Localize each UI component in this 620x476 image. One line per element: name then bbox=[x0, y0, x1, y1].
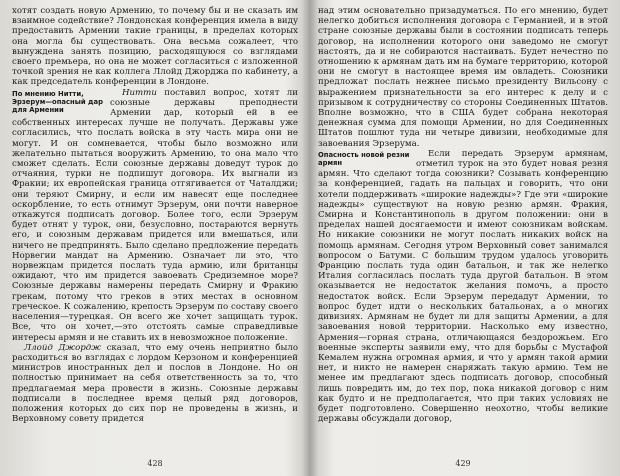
right-paragraph-2: Если передать Эрзерум армянам, отметил турок на это будет новая резня армян. Что сделают тогда союзники? Созывать конференцию за конференцией, гадать на пальцах и говорить, что они хотели поддерживать «широкие надежды»? Где эти «широкие надежды» существуют на новую резню армян. Фракия, Смирна и Константинополь в другом положении: они в пределах нашей досягаемости и имеют союзникам войскам. Но никакие союзники не могут послать никаких войск на помощь армянам. Сегодня утром Верховный совет занимался вопросом о Батуми. С большим трудом удалось уговорить Францию послать туда один батальон, и так же нелегко Италия согласилась послать туда другой батальон. В этом оказывается не недостаток желания помочь, а просто недостаток войск. Если Эрзерум передадут Армении, то вопрос будет идти о нескольких батальонах, а о многих дивизиях. Армянам не будет ли для защиты Армении, а для завоевания новой территории. Насколько ему известно, Армения—горная страна, отличающаяся бездорожьем. Его военные эксперты заявили ему, что для борьбы с Мустафой Кемалем нужна огромная армия, и что у армян такой армии нет, и никто не намерен снаряжать такую армию. Тем не менее им предлагают здесь подписать договор, способный лишь повредить им, до тех пор, пока никакой договор с ним как будто и не предполагается, что при таких условиях не будет подготовлено. Совершенно неохотно, чтобы великие державы обсуждали договор, bbox=[318, 148, 608, 425]
left-paragraph-2-text: поставил вопрос, хотят ли союзные державы преподнести Армении дар, который ей в ее собственных интересах лучше не получать. Державы уже согласились, что послать войска в эту часть мира они не могут. И он сомневается, чтобы было возможно или желательно пытаться вооружить Армению, то она мало что сможет сделать. Если союзные державы доведут турок до отчаяния, турки не подпишут договора. Их выгнали из Фракии; их европейская граница отгягивается от Чаталджи; они теряют Смирну, и если им навесят еще последнее оскорбление, то есть отнимут Эрзерум, они почти наверное откажутся подписать договор. Более того, если Эрзерум будет отнят у турок, они, безусловно, постараются вернуть его, и союзным державам придется или вмешаться, или ничего не предпринять. Было сделано предложение передать Норвегии мандат на Армению. Означает ли это, что норвежцам придется послать туда армию, или британцы ожидают, что им придется завоевать Средиземное море? Союзные державы намерены передать Смирну и Фракию грекам, потому что греков в этих местах в основном греческое. К сожалению, крепость Эрзерум по составу своего населения—турецкая. Он всего же хочет защищать турок. Все, что он хочет,—это отстоять самые справедливые интересы армян и не ставить их в невозможное положение. bbox=[12, 87, 298, 343]
book-gutter bbox=[302, 0, 318, 476]
right-page bbox=[318, 6, 608, 470]
right-paragraph-1: над этим основательно призадуматься. По его мнению, будет нелегко добиться исполнения договора с Германией, и в этой стране союзные державы были в состоянии подписать теперь договор, на исполнении которого они заведомо не смогут настоять, да и не собираются настаивать. Будет нечестно по отношению к армянам дать им на бумаге территорию, которой они не смогут в настоящее время им овладеть. Союзники предложат послать нежнее письмо президенту Вильсону с выражением признательности за его интерес к делу и с призывом к сотрудничеству со стороны Соединенных Штатов. Вполне возможно, что в США будет собрана некоторая денежная сумма для помощи Армении, но для Соединенных Штатов пошлют туда ни четыре дивизии, необходимые для завоевания Эрзерума. bbox=[318, 6, 608, 149]
left-paragraph-2 bbox=[12, 88, 298, 343]
left-page-text bbox=[12, 6, 298, 424]
right-page-text bbox=[318, 6, 608, 424]
speaker-name: Ллойд Джордж bbox=[24, 342, 102, 353]
right-sidenote: Опасность новой резни армян bbox=[318, 150, 410, 167]
speaker-name: Нитти bbox=[122, 87, 157, 98]
right-page-number: 429 bbox=[455, 459, 471, 468]
left-paragraph-3 bbox=[12, 343, 298, 425]
left-paragraph-3-text: сказал, что ему очень неприятно было расходиться во взглядах с лордом Керзоном и конференцией министров иностранных дел и послов в Лондоне. Но он полностью принимает на себя ответственность за то, что предлагаемая мера провести в жизнь. Союзные державы подписали в последнее время целый ряд договоров, положения которых до сих пор не проведены в жизнь, и Верховному совету придется bbox=[12, 342, 298, 425]
left-paragraph-1: хотят создать новую Армению, то почему бы и не сказать им взаимное содействие? Лондонская конференция имела в виду предоставить Армении такие границы, в пределах которых она могла бы существовать. Она весьма сожалеет, что вынуждена занять позицию, расходящуюся со взглядами своего премьера, но она не может согласиться с изложенной точкой зрения не как коллега Ллойд Джорджа по кабинету, а как председатель конференции в Лондоне. bbox=[12, 6, 298, 88]
left-page-number: 428 bbox=[147, 459, 163, 468]
left-page bbox=[12, 6, 298, 470]
left-sidenote: По мнению Нитти, Эрзерум—опасный дар для Армении bbox=[12, 89, 103, 114]
